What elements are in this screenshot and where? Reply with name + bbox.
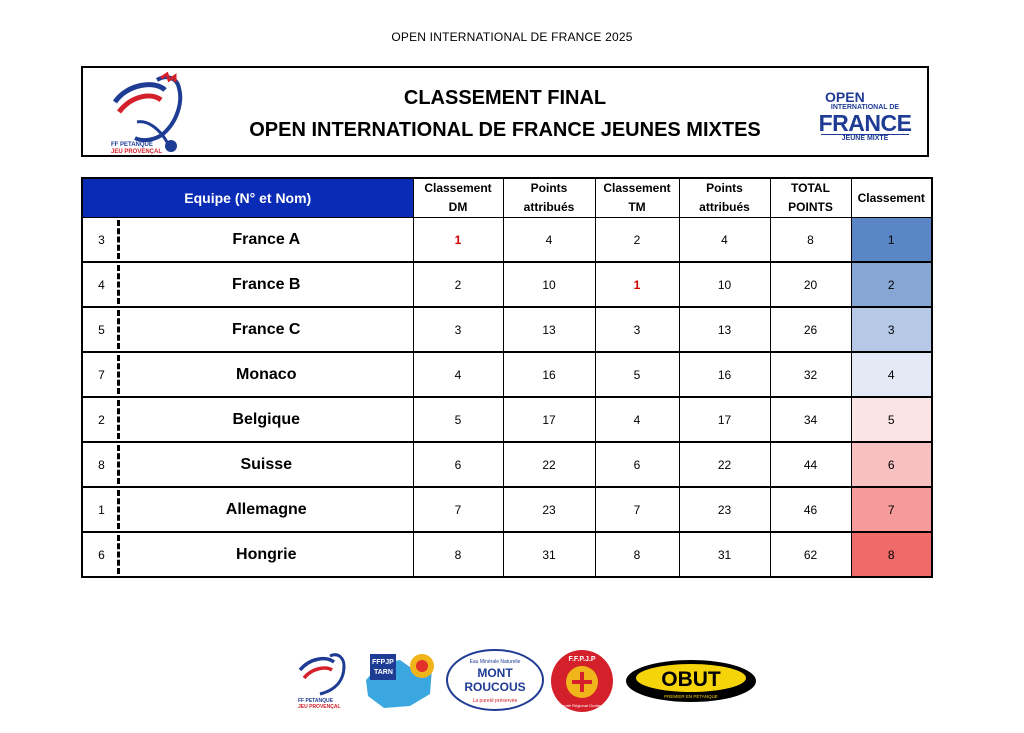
classement-dm: 8 bbox=[413, 532, 503, 577]
svg-text:JEU PROVENÇAL: JEU PROVENÇAL bbox=[111, 149, 163, 155]
svg-text:OBUT: OBUT bbox=[661, 668, 721, 691]
final-rank: 2 bbox=[851, 262, 932, 307]
classement-tm: 2 bbox=[595, 218, 679, 263]
svg-text:FF PETANQUE: FF PETANQUE bbox=[298, 698, 333, 704]
team-name: Hongrie bbox=[120, 532, 413, 577]
ranking-table bbox=[81, 177, 933, 578]
svg-text:MONT: MONT bbox=[477, 666, 513, 680]
header-classement-dm: Classement DM bbox=[413, 178, 503, 218]
total-points: 32 bbox=[770, 352, 851, 397]
points-tm: 17 bbox=[679, 397, 770, 442]
table-row bbox=[82, 218, 932, 263]
team-number: 5 bbox=[82, 307, 120, 352]
team-number: 3 bbox=[82, 218, 120, 263]
team-name: France A bbox=[120, 218, 413, 263]
classement-dm: 1 bbox=[413, 218, 503, 263]
sponsor-logos bbox=[290, 646, 770, 716]
ffpjp-logo bbox=[107, 72, 187, 161]
classement-tm: 8 bbox=[595, 532, 679, 577]
total-points: 34 bbox=[770, 397, 851, 442]
obut-logo bbox=[624, 658, 758, 709]
classement-tm: 4 bbox=[595, 397, 679, 442]
table-row bbox=[82, 442, 932, 487]
team-name: Belgique bbox=[120, 397, 413, 442]
final-rank: 4 bbox=[851, 352, 932, 397]
team-name: France B bbox=[120, 262, 413, 307]
final-rank: 5 bbox=[851, 397, 932, 442]
final-rank: 3 bbox=[851, 307, 932, 352]
team-number: 4 bbox=[82, 262, 120, 307]
total-points: 26 bbox=[770, 307, 851, 352]
points-dm: 22 bbox=[503, 442, 595, 487]
svg-text:La pureté préservée: La pureté préservée bbox=[472, 698, 518, 704]
points-dm: 23 bbox=[503, 487, 595, 532]
header-team: Equipe (N° et Nom) bbox=[82, 178, 413, 218]
table-row bbox=[82, 532, 932, 577]
table-row bbox=[82, 307, 932, 352]
table-row bbox=[82, 397, 932, 442]
ffpjp-occitanie-logo bbox=[549, 648, 615, 719]
final-rank: 7 bbox=[851, 487, 932, 532]
svg-text:FF PETANQUE: FF PETANQUE bbox=[111, 142, 153, 148]
final-rank: 1 bbox=[851, 218, 932, 263]
points-dm: 16 bbox=[503, 352, 595, 397]
classement-tm: 3 bbox=[595, 307, 679, 352]
table-header-row bbox=[82, 178, 932, 218]
classement-tm: 5 bbox=[595, 352, 679, 397]
points-tm: 22 bbox=[679, 442, 770, 487]
ffpjp-sponsor-logo bbox=[296, 650, 348, 715]
team-number: 6 bbox=[82, 532, 120, 577]
svg-text:JEU PROVENÇAL: JEU PROVENÇAL bbox=[298, 704, 341, 710]
classement-dm: 5 bbox=[413, 397, 503, 442]
svg-text:Comité Régional Occitanie: Comité Régional Occitanie bbox=[558, 703, 606, 708]
page-header: OPEN INTERNATIONAL DE FRANCE 2025 bbox=[391, 30, 633, 44]
points-dm: 10 bbox=[503, 262, 595, 307]
header-points-tm: Points attribués bbox=[679, 178, 770, 218]
classement-dm: 6 bbox=[413, 442, 503, 487]
svg-text:Eau Minérale Naturelle: Eau Minérale Naturelle bbox=[469, 659, 521, 665]
classement-dm: 3 bbox=[413, 307, 503, 352]
points-dm: 4 bbox=[503, 218, 595, 263]
svg-text:PREMIER EN PÉTANQUE: PREMIER EN PÉTANQUE bbox=[664, 694, 718, 699]
classement-tm: 6 bbox=[595, 442, 679, 487]
classement-dm: 4 bbox=[413, 352, 503, 397]
team-name: Monaco bbox=[120, 352, 413, 397]
title-box bbox=[81, 66, 929, 157]
header-points-dm: Points attribués bbox=[503, 178, 595, 218]
team-number: 2 bbox=[82, 397, 120, 442]
points-dm: 31 bbox=[503, 532, 595, 577]
points-dm: 13 bbox=[503, 307, 595, 352]
total-points: 62 bbox=[770, 532, 851, 577]
svg-text:FFPJP: FFPJP bbox=[372, 659, 394, 666]
title-line-1: CLASSEMENT FINAL bbox=[403, 87, 607, 109]
table-row bbox=[82, 352, 932, 397]
classement-dm: 2 bbox=[413, 262, 503, 307]
team-name: France C bbox=[120, 307, 413, 352]
points-tm: 31 bbox=[679, 532, 770, 577]
final-rank: 6 bbox=[851, 442, 932, 487]
final-rank: 8 bbox=[851, 532, 932, 577]
team-name: Allemagne bbox=[120, 487, 413, 532]
total-points: 8 bbox=[770, 218, 851, 263]
svg-text:ROUCOUS: ROUCOUS bbox=[464, 680, 526, 694]
svg-text:F.F.P.J.P: F.F.P.J.P bbox=[568, 656, 596, 663]
table-row bbox=[82, 262, 932, 307]
team-number: 1 bbox=[82, 487, 120, 532]
points-dm: 17 bbox=[503, 397, 595, 442]
total-points: 20 bbox=[770, 262, 851, 307]
classement-dm: 7 bbox=[413, 487, 503, 532]
classement-tm: 1 bbox=[595, 262, 679, 307]
points-tm: 16 bbox=[679, 352, 770, 397]
mont-roucous-logo bbox=[445, 648, 545, 717]
title-line-2: OPEN INTERNATIONAL DE FRANCE JEUNES MIXTES bbox=[249, 119, 761, 141]
total-points: 44 bbox=[770, 442, 851, 487]
header-classement: Classement bbox=[851, 178, 932, 218]
svg-text:TARN: TARN bbox=[374, 669, 393, 676]
points-tm: 4 bbox=[679, 218, 770, 263]
points-tm: 13 bbox=[679, 307, 770, 352]
open-france-logo: OPEN INTERNATIONAL DE FRANCE JEUNE MIXTE bbox=[818, 89, 912, 142]
team-name: Suisse bbox=[120, 442, 413, 487]
team-number: 7 bbox=[82, 352, 120, 397]
points-tm: 23 bbox=[679, 487, 770, 532]
table-row bbox=[82, 487, 932, 532]
total-points: 46 bbox=[770, 487, 851, 532]
points-tm: 10 bbox=[679, 262, 770, 307]
header-classement-tm: Classement TM bbox=[595, 178, 679, 218]
classement-tm: 7 bbox=[595, 487, 679, 532]
header-total-points: TOTAL POINTS bbox=[770, 178, 851, 218]
tarn-committee-logo bbox=[360, 650, 436, 717]
team-number: 8 bbox=[82, 442, 120, 487]
